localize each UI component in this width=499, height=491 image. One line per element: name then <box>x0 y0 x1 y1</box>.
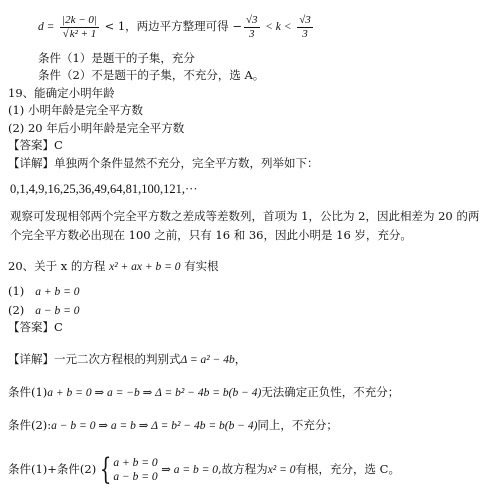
distance-lhs: d = <box>38 21 55 33</box>
distance-numerator: |2k − 0| <box>62 13 97 26</box>
q20-detail: 【详解】一元二次方程根的判别式Δ = a² − 4b， <box>8 352 247 366</box>
distance-relation-text: < 1，两边平方整理可得 <box>104 19 229 33</box>
equation-system: a + b = 0 a − b = 0 <box>113 457 158 483</box>
q20-condition-2: 条件(2):a − b = 0 ⇒ a = b ⇒ Δ = b² − 4b = b(b − 4)同上，不充分； <box>8 418 338 432</box>
q20-option-1: (1) a + b = 0 <box>8 284 80 298</box>
q19-option-1: (1) 小明年龄是完全平方数 <box>8 103 143 117</box>
q20-option-2: (2) a − b = 0 <box>8 303 80 317</box>
distance-denominator: √k² + 1 <box>62 27 97 40</box>
discriminant-formula: Δ = a² − 4b <box>180 354 235 366</box>
k-range-middle: < k < <box>265 21 292 33</box>
q20-condition-1: 条件(1)a + b = 0 ⇒ a = −b ⇒ Δ = b² − 4b = b(b − 4)无法确定正负性，不充分； <box>8 385 400 399</box>
neg-sign: − <box>232 19 242 33</box>
q20-combined-conditions: 条件(1)+条件(2) { a + b = 0 a − b = 0 ⇒ a = b = 0,故方程为x² = 0有根，充分，选 C。 <box>8 452 400 487</box>
q19-title: 19、能确定小明年龄 <box>8 86 115 100</box>
q20-answer: 【答案】C <box>8 320 63 334</box>
q19-answer: 【答案】C <box>8 138 63 152</box>
q19-observation-line-2: 个完全平方数必出现在 100 之前，只有 16 和 36，因此小明是 16 岁，充分。 <box>10 228 412 242</box>
q19-option-2: (2) 20 年后小明年龄是完全平方数 <box>8 121 185 135</box>
system-brace: { <box>100 452 112 487</box>
upper-bound-fraction: $\frac{√3}{3}$ <box>299 13 311 40</box>
q19-observation-line-1: 观察可发现相邻两个完全平方数之差成等差数列，首项为 1，公比为 2，因此相差为 20 的两 <box>10 209 480 223</box>
q20-title: 20、关于 x 的方程 x² + ax + b = 0 有实根 <box>8 259 219 273</box>
distance-fraction <box>60 14 99 41</box>
lower-bound-fraction: $\frac{√3}{3}$ <box>245 13 258 40</box>
q20-equation: x² + ax + b = 0 <box>109 261 181 273</box>
condition-1-conclusion: 条件（1）是题干的子集，充分 <box>38 51 195 65</box>
q19-squares-list: 0,1,4,9,16,25,36,49,64,81,100,121,··· <box>10 182 198 196</box>
distance-inequality-line <box>38 4 315 49</box>
q19-detail: 【详解】单独两个条件显然不充分，完全平方数，列举如下： <box>8 156 319 170</box>
condition-2-conclusion: 条件（2）不是题干的子集，不充分，选 A。 <box>38 68 265 82</box>
